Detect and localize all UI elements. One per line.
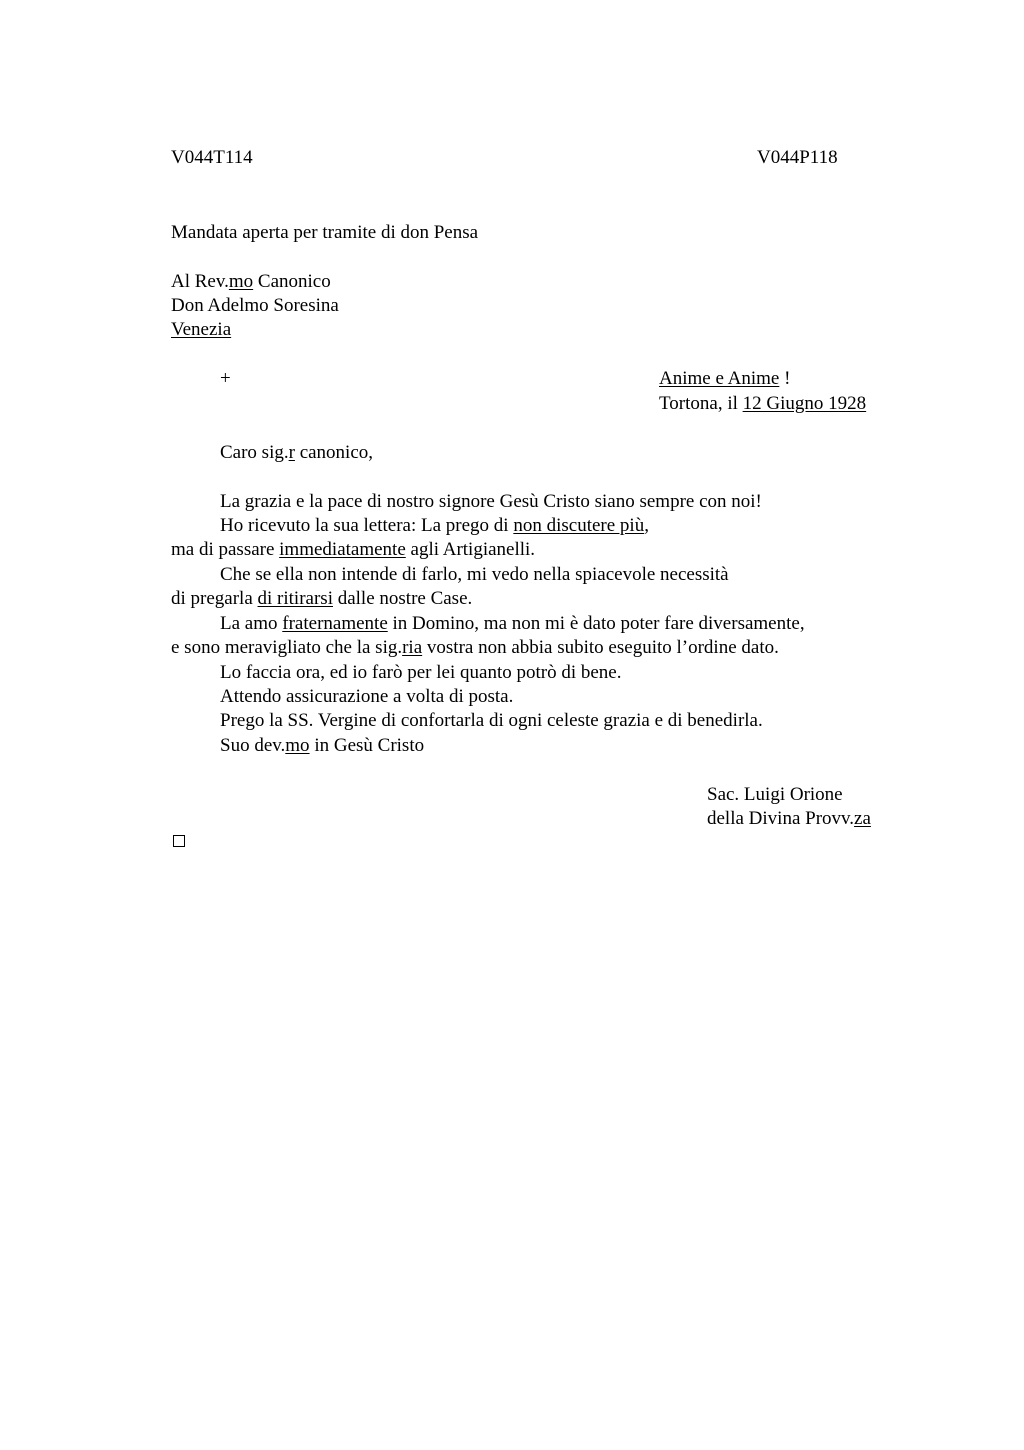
transmission-note: Mandata aperta per tramite di don Pensa [171, 222, 479, 243]
body-line: Prego la SS. Vergine di confortarla di ogni celeste grazia e di benedirla. [220, 710, 763, 731]
closing-line: Suo dev.mo in Gesù Cristo [220, 735, 425, 756]
salutation: Caro sig.r canonico, [220, 442, 374, 463]
document-code-right: V044P118 [757, 147, 838, 168]
body-line: Che se ella non intende di farlo, mi vedo nella spiacevole necessità [220, 564, 729, 585]
abbreviation: mo [228, 271, 254, 292]
document-code-left: V044T114 [171, 147, 253, 168]
body-line: Attendo assicurazione a volta di posta. [220, 686, 514, 707]
address-line-1: Al Rev.mo Canonico [171, 271, 331, 292]
body-line: Ho ricevuto la sua lettera: La prego di non discutere più, [220, 515, 649, 536]
address-line-2: Don Adelmo Soresina [171, 295, 339, 316]
signature-name: Sac. Luigi Orione [707, 784, 843, 805]
body-line: La grazia e la pace di nostro signore Gesù Cristo siano sempre con noi! [220, 491, 762, 512]
dateline: Tortona, il 12 Giugno 1928 [659, 393, 867, 414]
signature-title: della Divina Provv.za [707, 808, 871, 829]
end-box-icon [173, 835, 185, 847]
body-line: e sono meravigliato che la sig.ria vostra non abbia subito eseguito l’ordine dato. [171, 637, 779, 658]
body-line: La amo fraternamente in Domino, ma non mi è dato poter fare diversamente, [220, 613, 805, 634]
cross-symbol: + [220, 368, 231, 389]
body-line: Lo faccia ora, ed io farò per lei quanto potrò di bene. [220, 662, 622, 683]
letter-date: 12 Giugno 1928 [742, 393, 867, 414]
body-line: di pregarla di ritirarsi dalle nostre Case. [171, 588, 473, 609]
body-line: ma di passare immediatamente agli Artigianelli. [171, 539, 536, 560]
motto: Anime e Anime ! [659, 368, 791, 389]
address-city: Venezia [171, 319, 232, 340]
